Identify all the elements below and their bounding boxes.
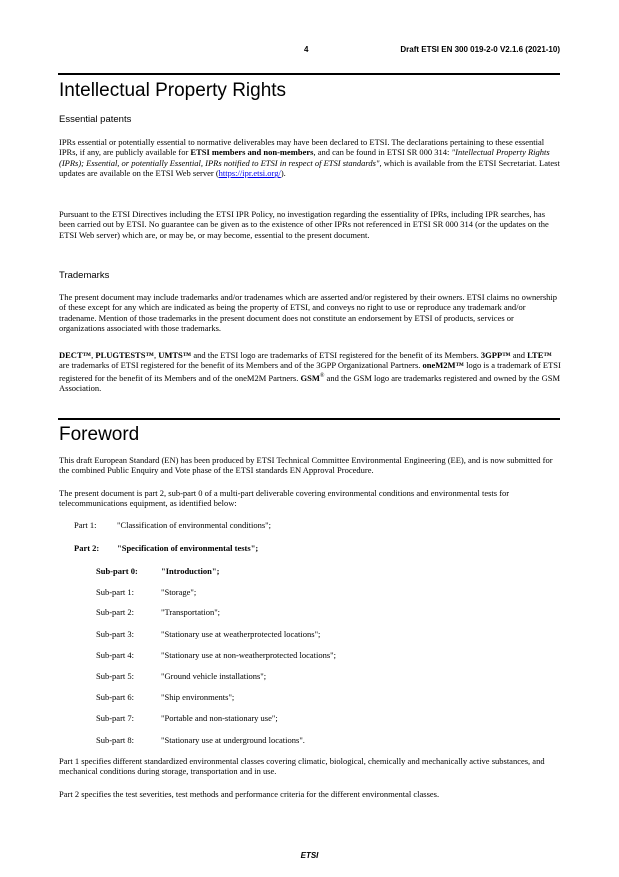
section-rule-ipr bbox=[58, 73, 560, 75]
essential-patents-heading: Essential patents bbox=[59, 114, 132, 125]
text-run: ). bbox=[280, 168, 286, 179]
bold-run: ETSI members and non-members bbox=[190, 147, 314, 158]
text-run: are trademarks of ETSI registered for the benefit of its Members and of the 3GPP Organizational Partners. bbox=[59, 360, 423, 371]
text-run: and bbox=[510, 350, 528, 360]
document-reference: Draft ETSI EN 300 019-2-0 V2.1.6 (2021-10) bbox=[400, 45, 560, 54]
foreword-paragraph-1: This draft European Standard (EN) has been produced by ETSI Technical Committee Environmental Engineering (EE), and is now submitted for the combined Public Enquiry and Vote phase of the ETSI standards EN Approval Procedure. bbox=[59, 455, 553, 476]
list-label: Sub-part 0: bbox=[96, 566, 138, 576]
subpart-1-item bbox=[96, 587, 196, 598]
text-run: , bbox=[153, 350, 159, 360]
text-run: , which is available from the ETSI Secretariat. Latest updates are available on the ETSI Web server ( bbox=[59, 157, 560, 179]
subpart-7-item bbox=[96, 713, 278, 724]
ipr-heading: Intellectual Property Rights bbox=[59, 80, 287, 101]
part-2-item bbox=[74, 543, 258, 554]
list-label: Sub-part 5: bbox=[96, 671, 135, 681]
list-label: Sub-part 2: bbox=[96, 607, 135, 617]
section-rule-foreword bbox=[58, 418, 560, 420]
foreword-paragraph-4: Part 2 specifies the test severities, test methods and performance criteria for the different environmental classes. bbox=[59, 789, 440, 799]
essential-patents-paragraph-2: Pursuant to the ETSI Directives including the ETSI IPR Policy, no investigation regarding the essentiality of IPRs, including IPR searches, has been carried out by ETSI. No guarantee can be given as to the existence of other IPRs not referenced in ETSI SR 000 314 (or the updates on the ETSI Web server) which are, or may be, or may become, essential to the present document. bbox=[59, 209, 549, 240]
list-label: Part 2: bbox=[74, 543, 100, 553]
subpart-5-item bbox=[96, 671, 266, 682]
foreword-heading: Foreword bbox=[59, 424, 140, 445]
list-label: Sub-part 6: bbox=[96, 692, 135, 702]
list-text: "Stationary use at weatherprotected locations"; bbox=[161, 629, 321, 639]
list-text: "Stationary use at non-weatherprotected locations"; bbox=[161, 650, 336, 660]
subpart-6-item bbox=[96, 692, 234, 703]
bold-run: PLUGTESTS™ bbox=[95, 350, 154, 360]
text-run: and the ETSI logo are trademarks of ETSI registered for the benefit of its Members. bbox=[191, 350, 481, 360]
bold-run: GSM bbox=[300, 372, 320, 383]
trademarks-paragraph-1: The present document may include trademarks and/or tradenames which are asserted and/or registered by their owners. ETSI claims no ownership of these except for any which are indicated as being the property of ETSI, and conveys no right to use or reproduce any trademark and/or tradename. Mention of those trademarks in the present document does not constitute an endorsement by ETSI of products, services or organizations associated with those trademarks. bbox=[59, 292, 558, 334]
essential-patents-paragraph-1 bbox=[59, 137, 561, 179]
superscript-run: ® bbox=[319, 372, 325, 379]
bold-run: oneM2M™ bbox=[422, 360, 465, 371]
bold-run: 3GPP™ bbox=[480, 350, 511, 360]
list-label: Sub-part 1: bbox=[96, 587, 135, 597]
subpart-4-item bbox=[96, 650, 336, 661]
list-label: Sub-part 8: bbox=[96, 735, 135, 745]
text-run: IPRs essential or potentially essential to normative deliverables may have been declared to ETSI. The declarations pertaining to these essential IPRs, if any, are publicly available for bbox=[59, 137, 545, 158]
page-number: 4 bbox=[304, 45, 309, 54]
list-text: "Specification of environmental tests"; bbox=[117, 543, 259, 553]
italic-run: "Intellectual Property Rights (IPRs); Essential, or potentially Essential, IPRs notified to ETSI in respect of ETSI standards" bbox=[59, 147, 550, 168]
text-run: logo is a trademark of ETSI registered for the benefit of its Members and of the oneM2M Partners. bbox=[59, 360, 561, 383]
subpart-3-item bbox=[96, 629, 320, 640]
list-label: Sub-part 4: bbox=[96, 650, 135, 660]
list-text: "Ship environments"; bbox=[161, 692, 235, 702]
subpart-0-item bbox=[96, 566, 219, 577]
list-label: Part 1: bbox=[74, 520, 97, 530]
bold-run: LTE™ bbox=[527, 350, 552, 360]
trademarks-heading: Trademarks bbox=[59, 270, 110, 281]
list-text: "Portable and non-stationary use"; bbox=[161, 713, 278, 723]
list-text: "Transportation"; bbox=[161, 607, 221, 617]
bold-run: DECT™ bbox=[59, 350, 92, 360]
list-text: "Stationary use at underground locations". bbox=[161, 735, 305, 745]
list-text: "Introduction"; bbox=[161, 566, 220, 576]
foreword-paragraph-2: The present document is part 2, sub-part 0 of a multi-part deliverable covering environmental conditions and environmental tests for telecommunications equipment, as identified below: bbox=[59, 488, 510, 509]
bold-run: UMTS™ bbox=[158, 350, 192, 360]
list-text: "Storage"; bbox=[161, 587, 197, 597]
foreword-paragraph-3: Part 1 specifies different standardized environmental classes covering climatic, biological, chemically and mechanically active substances, and mechanical conditions during storage, transportation and in use. bbox=[59, 756, 545, 777]
list-text: "Classification of environmental conditions"; bbox=[117, 520, 272, 530]
part-1-item bbox=[74, 520, 271, 531]
text-run: and the GSM logo are trademarks registered and owned by the GSM Association. bbox=[59, 372, 561, 394]
list-label: Sub-part 7: bbox=[96, 713, 135, 723]
text-run: , and can be found in ETSI SR 000 314: bbox=[313, 147, 452, 158]
ipr-etsi-link[interactable]: https://ipr.etsi.org/ bbox=[218, 168, 281, 179]
list-text: "Ground vehicle installations"; bbox=[161, 671, 267, 681]
trademarks-paragraph-2 bbox=[59, 350, 561, 393]
subpart-8-item bbox=[96, 735, 305, 746]
footer-etsi: ETSI bbox=[300, 851, 319, 860]
list-label: Sub-part 3: bbox=[96, 629, 135, 639]
subpart-2-item bbox=[96, 607, 220, 618]
text-run: , bbox=[91, 350, 96, 360]
